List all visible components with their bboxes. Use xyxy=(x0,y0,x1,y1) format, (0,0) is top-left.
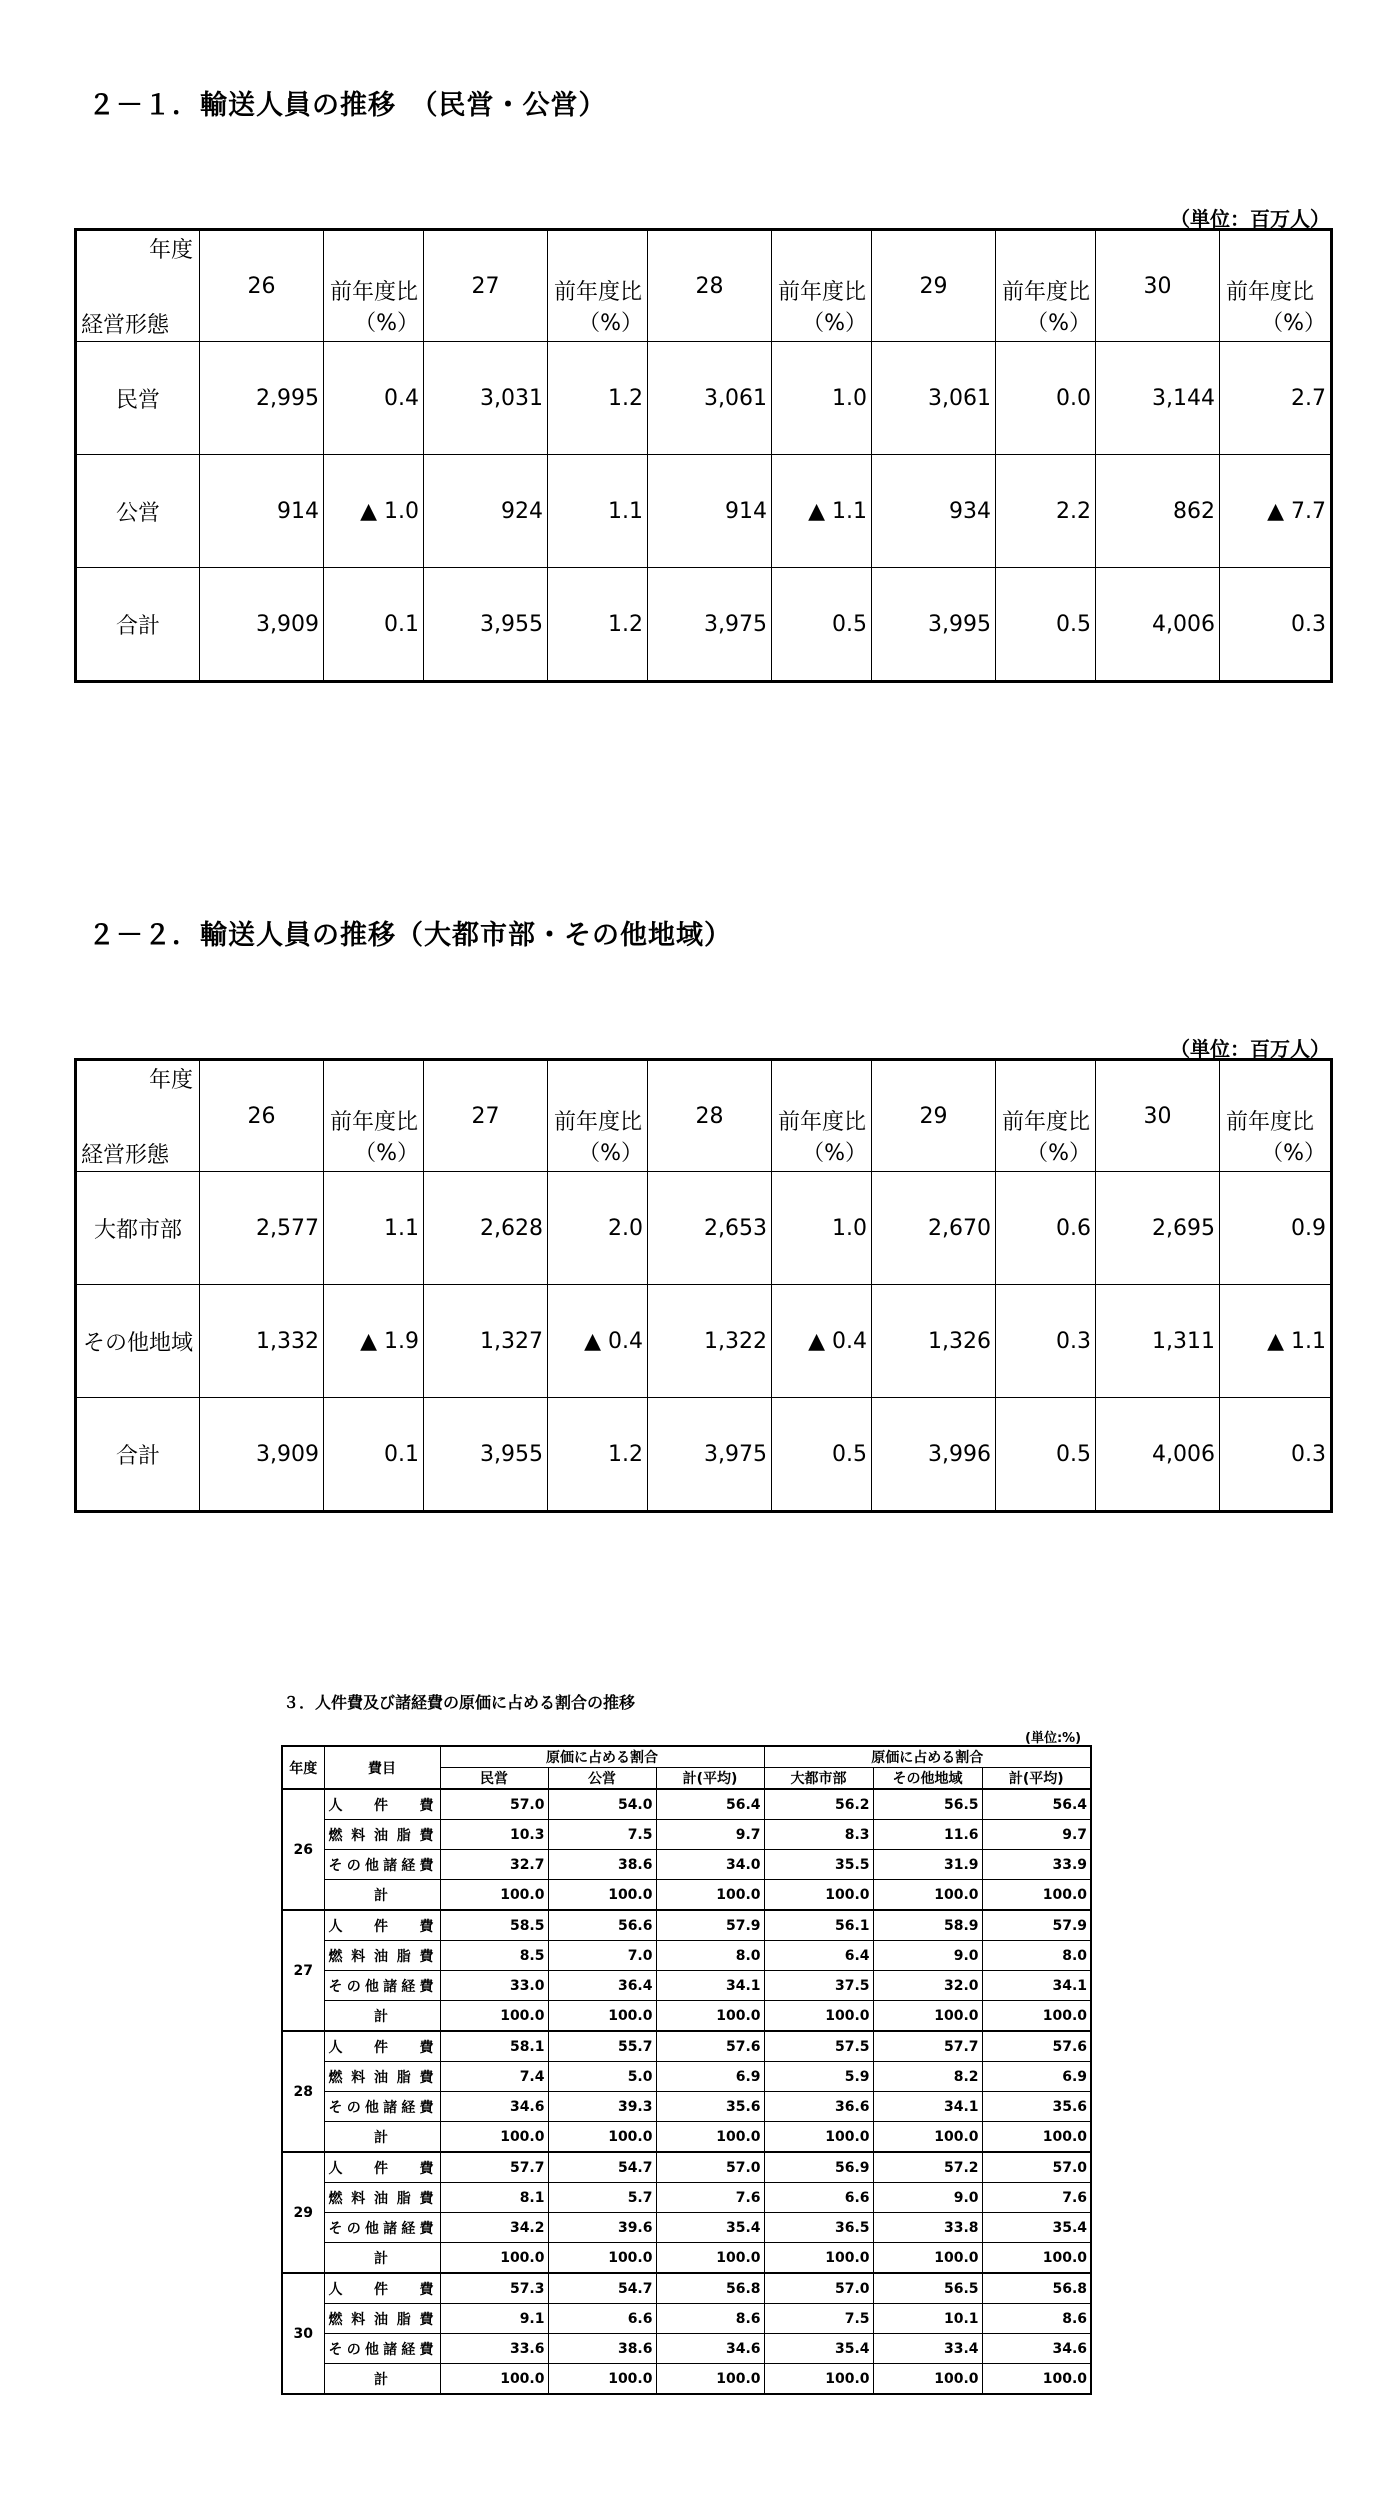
year-header: 30 xyxy=(1096,1060,1220,1172)
value-cell: 34.6 xyxy=(656,2334,764,2364)
value-cell: 33.8 xyxy=(873,2213,982,2243)
item-cell: 計 xyxy=(324,2001,440,2032)
value-cell: 3,909 xyxy=(200,1398,324,1512)
value-cell: 57.6 xyxy=(982,2031,1091,2062)
ratio-cell: 0.3 xyxy=(1220,1398,1332,1512)
value-cell: 57.7 xyxy=(440,2152,548,2183)
value-cell: 3,975 xyxy=(648,1398,772,1512)
value-cell: 6.4 xyxy=(764,1941,873,1971)
table-row xyxy=(282,1789,1091,1820)
section1-title: ２－１．輸送人員の推移 （民営・公営） xyxy=(88,90,607,121)
value-cell: 56.5 xyxy=(873,1789,982,1820)
value-cell: 100.0 xyxy=(873,2364,982,2395)
year-cell: 26 xyxy=(282,1789,324,1910)
table-row xyxy=(282,1971,1091,2001)
value-cell: 2,577 xyxy=(200,1172,324,1285)
value-cell: 38.6 xyxy=(548,1850,656,1880)
ratio-cell: ▲ 0.4 xyxy=(548,1285,648,1398)
value-cell: 57.3 xyxy=(440,2273,548,2304)
table-row xyxy=(282,2334,1091,2364)
value-cell: 8.6 xyxy=(656,2304,764,2334)
table-row xyxy=(282,1880,1091,1911)
value-cell: 34.6 xyxy=(982,2334,1091,2364)
item-cell: 人件費 xyxy=(324,1910,440,1941)
ratio-header: 前年度比 （%） xyxy=(324,230,424,342)
value-cell: 100.0 xyxy=(764,2243,873,2274)
item-cell: 燃料油脂費 xyxy=(324,1820,440,1850)
item-cell: 人件費 xyxy=(324,2152,440,2183)
ratio-header: 前年度比 （%） xyxy=(548,230,648,342)
value-cell: 4,006 xyxy=(1096,568,1220,682)
year-header: 26 xyxy=(200,230,324,342)
value-cell: 3,061 xyxy=(648,342,772,455)
section3-table xyxy=(281,1745,1092,2395)
ratio-cell: 1.1 xyxy=(548,455,648,568)
value-cell: 10.1 xyxy=(873,2304,982,2334)
row-label: 合計 xyxy=(76,1398,200,1512)
row-label: 公営 xyxy=(76,455,200,568)
ratio-cell: 0.0 xyxy=(996,342,1096,455)
value-cell: 36.5 xyxy=(764,2213,873,2243)
value-cell: 56.5 xyxy=(873,2273,982,2304)
ratio-cell: 2.7 xyxy=(1220,342,1332,455)
year-header: 27 xyxy=(424,230,548,342)
corner-header-cell xyxy=(76,1060,200,1172)
value-cell: 36.6 xyxy=(764,2092,873,2122)
value-cell: 39.6 xyxy=(548,2213,656,2243)
ratio-cell: ▲ 1.0 xyxy=(324,455,424,568)
table-row xyxy=(76,342,1332,455)
value-cell: 32.0 xyxy=(873,1971,982,2001)
value-cell: 35.4 xyxy=(982,2213,1091,2243)
value-cell: 7.5 xyxy=(548,1820,656,1850)
value-cell: 58.1 xyxy=(440,2031,548,2062)
value-cell: 7.6 xyxy=(656,2183,764,2213)
item-cell: 人件費 xyxy=(324,1789,440,1820)
value-cell: 33.4 xyxy=(873,2334,982,2364)
item-cell: その他諸経費 xyxy=(324,1850,440,1880)
value-cell: 54.7 xyxy=(548,2273,656,2304)
year-header: 28 xyxy=(648,230,772,342)
value-cell: 100.0 xyxy=(548,2364,656,2395)
value-cell: 56.9 xyxy=(764,2152,873,2183)
column-header: 計(平均) xyxy=(656,1768,764,1790)
value-cell: 35.6 xyxy=(982,2092,1091,2122)
value-cell: 57.0 xyxy=(982,2152,1091,2183)
item-cell: その他諸経費 xyxy=(324,2213,440,2243)
item-cell: 燃料油脂費 xyxy=(324,2304,440,2334)
value-cell: 34.1 xyxy=(982,1971,1091,2001)
value-cell: 35.4 xyxy=(764,2334,873,2364)
value-cell: 7.0 xyxy=(548,1941,656,1971)
table-row xyxy=(282,2243,1091,2274)
table-row xyxy=(282,2304,1091,2334)
value-cell: 100.0 xyxy=(548,2001,656,2032)
ratio-cell: ▲ 1.1 xyxy=(772,455,872,568)
row-label: 合計 xyxy=(76,568,200,682)
table-row xyxy=(282,2001,1091,2032)
value-cell: 9.7 xyxy=(982,1820,1091,1850)
value-cell: 2,670 xyxy=(872,1172,996,1285)
value-cell: 55.7 xyxy=(548,2031,656,2062)
section2-unit: （単位：百万人） xyxy=(1170,1037,1330,1061)
ratio-cell: 2.2 xyxy=(996,455,1096,568)
value-cell: 35.4 xyxy=(656,2213,764,2243)
table-row xyxy=(282,1850,1091,1880)
ratio-cell: 1.2 xyxy=(548,1398,648,1512)
value-cell: 57.9 xyxy=(982,1910,1091,1941)
value-cell: 57.0 xyxy=(764,2273,873,2304)
value-cell: 3,061 xyxy=(872,342,996,455)
value-cell: 100.0 xyxy=(440,2122,548,2153)
value-cell: 57.6 xyxy=(656,2031,764,2062)
item-cell: 燃料油脂費 xyxy=(324,2062,440,2092)
ratio-header: 前年度比 （%） xyxy=(1220,1060,1332,1172)
value-cell: 100.0 xyxy=(873,1880,982,1911)
ratio-cell: 0.5 xyxy=(772,1398,872,1512)
value-cell: 3,955 xyxy=(424,1398,548,1512)
ratio-cell: 1.0 xyxy=(772,342,872,455)
value-cell: 100.0 xyxy=(873,2243,982,2274)
value-cell: 3,955 xyxy=(424,568,548,682)
ratio-cell: 0.3 xyxy=(996,1285,1096,1398)
type-label: 経営形態 xyxy=(81,313,170,338)
value-cell: 32.7 xyxy=(440,1850,548,1880)
value-cell: 8.2 xyxy=(873,2062,982,2092)
value-cell: 2,653 xyxy=(648,1172,772,1285)
value-cell: 100.0 xyxy=(764,2122,873,2153)
value-cell: 100.0 xyxy=(656,2243,764,2274)
value-cell: 3,144 xyxy=(1096,342,1220,455)
value-cell: 1,327 xyxy=(424,1285,548,1398)
table-row xyxy=(76,1172,1332,1285)
row-label: その他地域 xyxy=(76,1285,200,1398)
value-cell: 2,628 xyxy=(424,1172,548,1285)
ratio-cell: 0.3 xyxy=(1220,568,1332,682)
ratio-cell: 2.0 xyxy=(548,1172,648,1285)
value-cell: 33.6 xyxy=(440,2334,548,2364)
ratio-cell: ▲ 1.9 xyxy=(324,1285,424,1398)
value-cell: 7.6 xyxy=(982,2183,1091,2213)
value-cell: 39.3 xyxy=(548,2092,656,2122)
value-cell: 100.0 xyxy=(548,1880,656,1911)
year-label: 年度 xyxy=(148,238,193,263)
item-cell: その他諸経費 xyxy=(324,2092,440,2122)
row-label: 民営 xyxy=(76,342,200,455)
value-cell: 9.0 xyxy=(873,2183,982,2213)
value-cell: 57.2 xyxy=(873,2152,982,2183)
value-cell: 34.0 xyxy=(656,1850,764,1880)
value-cell: 58.5 xyxy=(440,1910,548,1941)
ratio-cell: ▲ 1.1 xyxy=(1220,1285,1332,1398)
value-cell: 56.6 xyxy=(548,1910,656,1941)
group-header: 原価に占める割合 xyxy=(440,1746,764,1768)
ratio-cell: 1.0 xyxy=(772,1172,872,1285)
value-cell: 100.0 xyxy=(764,1880,873,1911)
value-cell: 100.0 xyxy=(873,2001,982,2032)
column-header: 大都市部 xyxy=(764,1768,873,1790)
value-cell: 57.0 xyxy=(656,2152,764,2183)
ratio-cell: 1.2 xyxy=(548,342,648,455)
value-cell: 100.0 xyxy=(548,2122,656,2153)
value-cell: 36.4 xyxy=(548,1971,656,2001)
value-cell: 4,006 xyxy=(1096,1398,1220,1512)
table-header-row xyxy=(282,1746,1091,1768)
value-cell: 100.0 xyxy=(873,2122,982,2153)
value-cell: 100.0 xyxy=(764,2364,873,2395)
ratio-header: 前年度比 （%） xyxy=(772,1060,872,1172)
value-cell: 31.9 xyxy=(873,1850,982,1880)
table-row xyxy=(76,1285,1332,1398)
section1-table xyxy=(74,228,1333,683)
corner-header-cell xyxy=(76,230,200,342)
section3-unit: (単位:%) xyxy=(1025,1731,1082,1746)
table-row xyxy=(282,2213,1091,2243)
value-cell: 100.0 xyxy=(982,2243,1091,2274)
value-cell: 8.6 xyxy=(982,2304,1091,2334)
value-cell: 56.2 xyxy=(764,1789,873,1820)
ratio-header: 前年度比 （%） xyxy=(772,230,872,342)
value-cell: 3,995 xyxy=(872,568,996,682)
value-cell: 57.7 xyxy=(873,2031,982,2062)
value-cell: 100.0 xyxy=(548,2243,656,2274)
value-cell: 34.6 xyxy=(440,2092,548,2122)
value-cell: 6.6 xyxy=(764,2183,873,2213)
value-cell: 100.0 xyxy=(982,1880,1091,1911)
ratio-header: 前年度比 （%） xyxy=(548,1060,648,1172)
section2-title: ２－２．輸送人員の推移（大都市部・その他地域） xyxy=(88,920,732,951)
table-row xyxy=(282,2183,1091,2213)
ratio-cell: 1.1 xyxy=(324,1172,424,1285)
column-header: 計(平均) xyxy=(982,1768,1091,1790)
table-row xyxy=(282,2122,1091,2153)
item-cell: その他諸経費 xyxy=(324,1971,440,2001)
value-cell: 11.6 xyxy=(873,1820,982,1850)
ratio-cell: 0.5 xyxy=(996,568,1096,682)
table-header-row xyxy=(76,1060,1332,1172)
item-cell: 計 xyxy=(324,2122,440,2153)
item-cell: 人件費 xyxy=(324,2031,440,2062)
item-cell: 計 xyxy=(324,1880,440,1911)
value-cell: 914 xyxy=(648,455,772,568)
value-cell: 34.1 xyxy=(656,1971,764,2001)
value-cell: 100.0 xyxy=(982,2001,1091,2032)
value-cell: 100.0 xyxy=(440,2001,548,2032)
year-header: 28 xyxy=(648,1060,772,1172)
ratio-cell: 0.9 xyxy=(1220,1172,1332,1285)
value-cell: 1,311 xyxy=(1096,1285,1220,1398)
value-cell: 5.9 xyxy=(764,2062,873,2092)
year-header: 年度 xyxy=(282,1746,324,1789)
year-header: 27 xyxy=(424,1060,548,1172)
value-cell: 934 xyxy=(872,455,996,568)
ratio-cell: 0.5 xyxy=(772,568,872,682)
value-cell: 35.5 xyxy=(764,1850,873,1880)
value-cell: 38.6 xyxy=(548,2334,656,2364)
value-cell: 34.2 xyxy=(440,2213,548,2243)
ratio-cell: 0.1 xyxy=(324,1398,424,1512)
value-cell: 57.9 xyxy=(656,1910,764,1941)
table-header-row xyxy=(76,230,1332,342)
value-cell: 5.0 xyxy=(548,2062,656,2092)
value-cell: 56.4 xyxy=(982,1789,1091,1820)
value-cell: 35.6 xyxy=(656,2092,764,2122)
value-cell: 924 xyxy=(424,455,548,568)
table-row xyxy=(76,568,1332,682)
type-label: 経営形態 xyxy=(81,1143,170,1168)
ratio-cell: 0.6 xyxy=(996,1172,1096,1285)
value-cell: 1,322 xyxy=(648,1285,772,1398)
ratio-header: 前年度比 （%） xyxy=(996,230,1096,342)
value-cell: 1,332 xyxy=(200,1285,324,1398)
value-cell: 8.0 xyxy=(982,1941,1091,1971)
value-cell: 100.0 xyxy=(982,2122,1091,2153)
ratio-header: 前年度比 （%） xyxy=(1220,230,1332,342)
item-cell: 燃料油脂費 xyxy=(324,2183,440,2213)
value-cell: 10.3 xyxy=(440,1820,548,1850)
section2-table xyxy=(74,1058,1333,1513)
table-row xyxy=(282,1820,1091,1850)
value-cell: 862 xyxy=(1096,455,1220,568)
value-cell: 56.4 xyxy=(656,1789,764,1820)
value-cell: 100.0 xyxy=(982,2364,1091,2395)
table-row xyxy=(282,1941,1091,1971)
year-label: 年度 xyxy=(148,1068,193,1093)
value-cell: 34.1 xyxy=(873,2092,982,2122)
value-cell: 100.0 xyxy=(440,1880,548,1911)
value-cell: 100.0 xyxy=(656,2122,764,2153)
value-cell: 8.3 xyxy=(764,1820,873,1850)
value-cell: 3,975 xyxy=(648,568,772,682)
value-cell: 8.1 xyxy=(440,2183,548,2213)
table-row xyxy=(282,2273,1091,2304)
year-header: 29 xyxy=(872,230,996,342)
item-cell: その他諸経費 xyxy=(324,2334,440,2364)
value-cell: 33.0 xyxy=(440,1971,548,2001)
value-cell: 5.7 xyxy=(548,2183,656,2213)
value-cell: 7.5 xyxy=(764,2304,873,2334)
value-cell: 37.5 xyxy=(764,1971,873,2001)
value-cell: 3,031 xyxy=(424,342,548,455)
value-cell: 9.1 xyxy=(440,2304,548,2334)
value-cell: 914 xyxy=(200,455,324,568)
value-cell: 6.6 xyxy=(548,2304,656,2334)
value-cell: 9.0 xyxy=(873,1941,982,1971)
value-cell: 57.5 xyxy=(764,2031,873,2062)
section1-unit: （単位：百万人） xyxy=(1170,207,1330,231)
ratio-cell: ▲ 0.4 xyxy=(772,1285,872,1398)
ratio-header: 前年度比 （%） xyxy=(324,1060,424,1172)
value-cell: 100.0 xyxy=(656,2001,764,2032)
value-cell: 9.7 xyxy=(656,1820,764,1850)
table-row xyxy=(282,2152,1091,2183)
table-row xyxy=(76,455,1332,568)
item-cell: 計 xyxy=(324,2243,440,2274)
value-cell: 56.8 xyxy=(982,2273,1091,2304)
value-cell: 54.7 xyxy=(548,2152,656,2183)
value-cell: 100.0 xyxy=(764,2001,873,2032)
value-cell: 6.9 xyxy=(982,2062,1091,2092)
value-cell: 54.0 xyxy=(548,1789,656,1820)
column-header: その他地域 xyxy=(873,1768,982,1790)
value-cell: 100.0 xyxy=(440,2243,548,2274)
column-header: 公営 xyxy=(548,1768,656,1790)
value-cell: 3,996 xyxy=(872,1398,996,1512)
ratio-cell: 0.1 xyxy=(324,568,424,682)
value-cell: 2,995 xyxy=(200,342,324,455)
item-header: 費目 xyxy=(324,1746,440,1789)
value-cell: 3,909 xyxy=(200,568,324,682)
ratio-cell: ▲ 7.7 xyxy=(1220,455,1332,568)
table-row xyxy=(282,2092,1091,2122)
year-cell: 30 xyxy=(282,2273,324,2394)
table-row xyxy=(76,1398,1332,1512)
year-header: 26 xyxy=(200,1060,324,1172)
year-header: 29 xyxy=(872,1060,996,1172)
value-cell: 8.5 xyxy=(440,1941,548,1971)
row-label: 大都市部 xyxy=(76,1172,200,1285)
value-cell: 1,326 xyxy=(872,1285,996,1398)
group-header: 原価に占める割合 xyxy=(764,1746,1091,1768)
value-cell: 56.8 xyxy=(656,2273,764,2304)
value-cell: 100.0 xyxy=(440,2364,548,2395)
year-header: 30 xyxy=(1096,230,1220,342)
item-cell: 人件費 xyxy=(324,2273,440,2304)
value-cell: 33.9 xyxy=(982,1850,1091,1880)
table-row xyxy=(282,2062,1091,2092)
value-cell: 8.0 xyxy=(656,1941,764,1971)
value-cell: 100.0 xyxy=(656,1880,764,1911)
item-cell: 計 xyxy=(324,2364,440,2395)
table-row xyxy=(282,2364,1091,2395)
value-cell: 58.9 xyxy=(873,1910,982,1941)
value-cell: 100.0 xyxy=(656,2364,764,2395)
table-row xyxy=(282,2031,1091,2062)
value-cell: 7.4 xyxy=(440,2062,548,2092)
value-cell: 56.1 xyxy=(764,1910,873,1941)
table-row xyxy=(282,1910,1091,1941)
year-cell: 29 xyxy=(282,2152,324,2273)
ratio-cell: 0.5 xyxy=(996,1398,1096,1512)
ratio-cell: 1.2 xyxy=(548,568,648,682)
value-cell: 57.0 xyxy=(440,1789,548,1820)
column-header: 民営 xyxy=(440,1768,548,1790)
ratio-cell: 0.4 xyxy=(324,342,424,455)
value-cell: 6.9 xyxy=(656,2062,764,2092)
ratio-header: 前年度比 （%） xyxy=(996,1060,1096,1172)
year-cell: 28 xyxy=(282,2031,324,2152)
value-cell: 2,695 xyxy=(1096,1172,1220,1285)
section3-title: ３．人件費及び諸経費の原価に占める割合の推移 xyxy=(283,1693,636,1712)
item-cell: 燃料油脂費 xyxy=(324,1941,440,1971)
year-cell: 27 xyxy=(282,1910,324,2031)
